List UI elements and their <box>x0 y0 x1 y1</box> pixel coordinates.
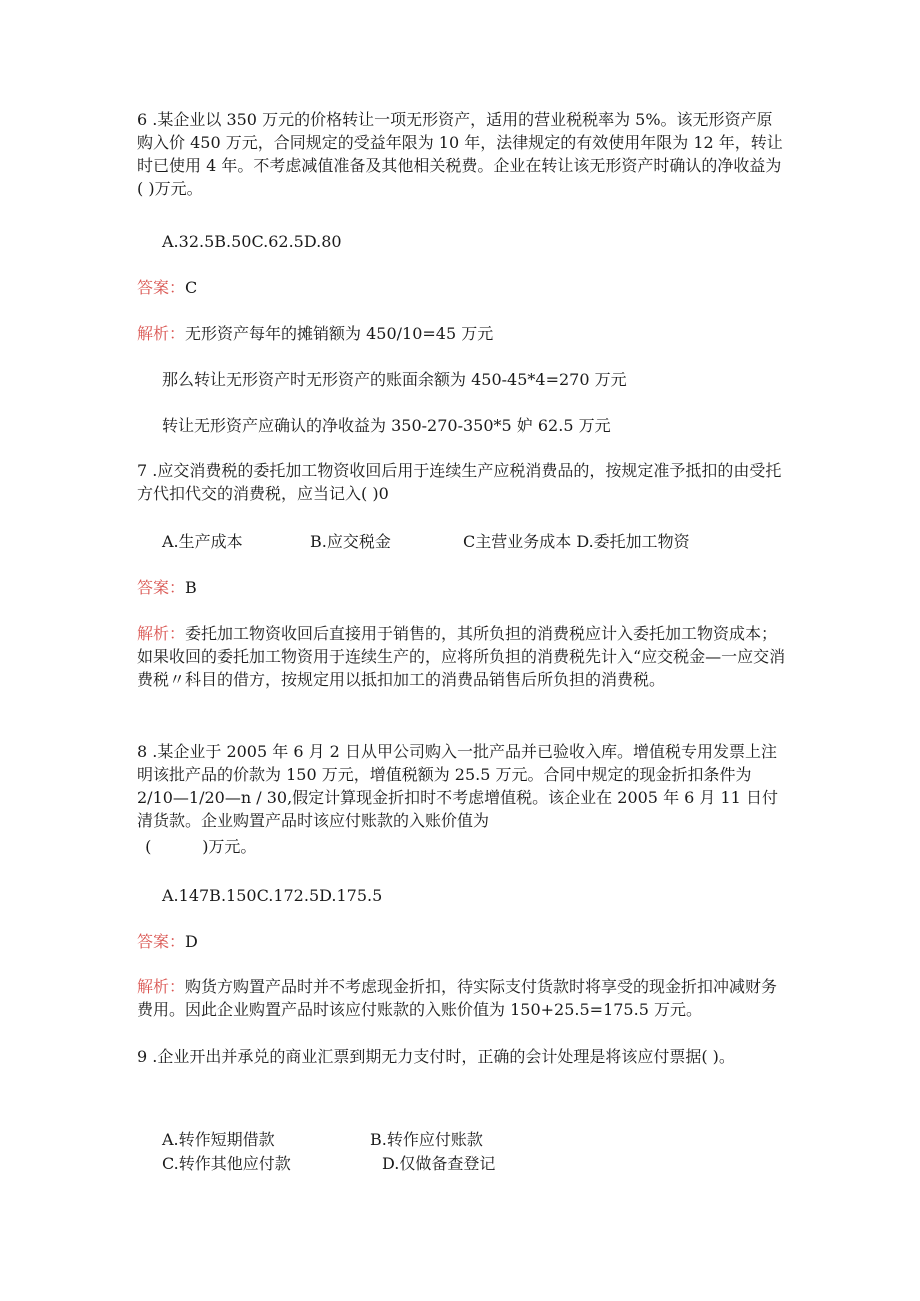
analysis-label: 解析： <box>137 977 186 996</box>
question-7-option-a: A.生产成本 <box>162 532 243 551</box>
question-8-options: A.147B.150C.172.5D.175.5 <box>162 886 383 905</box>
question-6-analysis <box>137 322 493 345</box>
answer-value: C <box>185 278 198 297</box>
question-6-analysis-line-2: 那么转让无形资产时无形资产的账面余额为 450-45*4=270 万元 <box>162 370 627 389</box>
analysis-label: 解析： <box>137 324 186 343</box>
analysis-label: 解析： <box>137 624 186 643</box>
question-9-stem: 9 .企业开出并承兑的商业汇票到期无力支付时，正确的会计处理是将该应付票据( )。 <box>137 1047 735 1066</box>
analysis-text: 购货方购置产品时并不考虑现金折扣，待实际支付货款时将享受的现金折扣冲减财务费用。因此企业购置产品时该应付账款的入账价值为 150+25.5=175.5 万元。 <box>137 977 778 1019</box>
question-6-answer <box>137 276 197 299</box>
answer-label: 答案： <box>137 278 186 297</box>
answer-label: 答案： <box>137 932 186 951</box>
question-9-option-b: B.转作应付账款 <box>370 1130 483 1149</box>
question-6-analysis-line-3: 转让无形资产应确认的净收益为 350-270-350*5 妒 62.5 万元 <box>162 416 611 435</box>
question-9-option-c: C.转作其他应付款 <box>162 1154 291 1173</box>
question-7-stem: 7 .应交消费税的委托加工物资收回后用于连续生产应税消费品的，按规定准予抵扣的由受托方代扣代交的消费税，应当记入( )0 <box>137 461 782 503</box>
answer-value: B <box>185 578 197 597</box>
analysis-text: 无形资产每年的摊销额为 450/10=45 万元 <box>185 324 494 343</box>
question-8-answer <box>137 930 198 953</box>
question-7-option-cd: C主营业务成本 D.委托加工物资 <box>463 532 690 551</box>
question-6-options: A.32.5B.50C.62.5D.80 <box>162 232 342 251</box>
question-7-answer <box>137 576 197 599</box>
answer-value: D <box>185 932 198 951</box>
question-7-analysis <box>137 622 787 691</box>
question-8-analysis <box>137 975 787 1021</box>
analysis-text: 委托加工物资收回后直接用于销售的，其所负担的消费税应计入委托加工物资成本；如果收回的委托加工物资用于连续生产的，应将所负担的消费税先计入“应交税金—一应交消费税〃科目的借方，按规定用以抵扣加工的消费品销售后所负担的消费税。 <box>137 624 786 689</box>
question-9-option-d: D.仅做备查登记 <box>382 1154 496 1173</box>
question-8-stem-blank: ( )万元。 <box>140 837 257 856</box>
answer-label: 答案： <box>137 578 186 597</box>
question-9-option-a: A.转作短期借款 <box>162 1130 275 1149</box>
question-8-stem: 8 .某企业于 2005 年 6 月 2 日从甲公司购入一批产品并已验收入库。增值税专用发票上注明该批产品的价款为 150 万元，增值税额为 25.5 万元。合同中规定的现金折扣条件为 2/10—1/20—n / 30,假定计算现金折扣时不考虑增值税。该企业在 2005 年 6 月 11 日付清货款。企业购置产品时该应付账款的入账价值为 <box>137 742 778 830</box>
question-6-stem: 6 .某企业以 350 万元的价格转让一项无形资产，适用的营业税税率为 5%。该无形资产原购入价 450 万元，合同规定的受益年限为 10 年，法律规定的有效使用年限为 12 年，转让时已使用 4 年。不考虑减值准备及其他相关税费。企业在转让该无形资产时确认的净收益为( )万元。 <box>137 110 783 198</box>
question-7-option-b: B.应交税金 <box>310 532 391 551</box>
